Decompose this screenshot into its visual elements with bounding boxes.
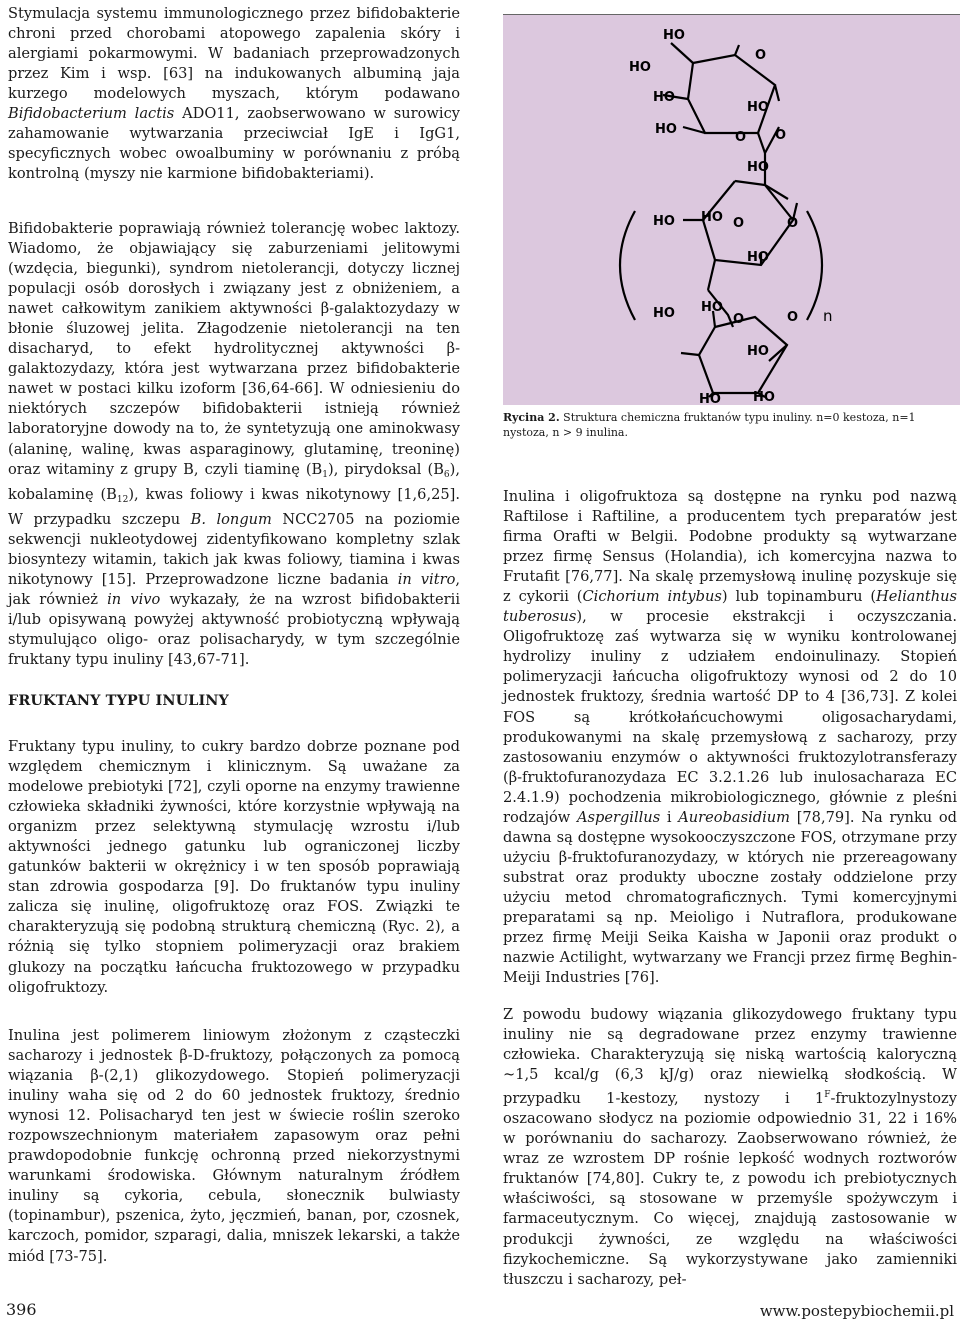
- atom-oxygen: O: [733, 312, 745, 327]
- text-run: NCC2705 na poziomie sekwencji nukleotydowej zidentyfikowano kompletny szlak biosyntezy witamin, takich jak kwas foliowy, tiamina i kwas nikotynowy [15]. Przeprowadzone liczne badania: [8, 510, 461, 588]
- atom-hydroxyl: HO: [747, 100, 769, 115]
- atom-hydroxyl: HO: [663, 28, 685, 43]
- atom-hydroxyl: HO: [699, 392, 721, 405]
- atom-oxygen: O: [787, 216, 799, 231]
- atom-hydroxyl: HO: [747, 344, 769, 359]
- atom-hydroxyl: HO: [701, 210, 723, 225]
- text-run: ), pirydoksal (B: [328, 460, 444, 478]
- figure-caption: [503, 410, 957, 440]
- text-run: Inulina i oligofruktoza są dostępne na rynku pod nazwą Raftilose i Raftiline, a producentem tych preparatów jest firma Orafti w Belgii. Podobne produkty są wytwarzane przez firmę Sensus (Holandia), ich komercyjna nazwa to Frutafit [76,77]. Na skalę przemysłową inulinę pozyskuje się z cykorii (: [503, 488, 957, 606]
- atom-hydroxyl: HO: [747, 160, 769, 175]
- caption-label: Rycina 2.: [503, 411, 560, 424]
- text-run: Stymulacja systemu immunologicznego przez bifidobakterie chroni przed chorobami atopowego zapalenia skóry i alergiami pokarmowymi. W badaniach przeprowadzonych przez Kim i wsp. [63] na indukowanych albuminą jaja kurzego modelowych myszach, którym podawano: [8, 5, 460, 103]
- genus-name: Aureobasidium: [678, 808, 791, 826]
- atom-labels: [629, 28, 833, 405]
- text-run: ), kobalaminę (B: [8, 460, 460, 503]
- atom-oxygen: O: [787, 310, 799, 325]
- superscript: F: [824, 1090, 831, 1101]
- text-run: -fruktozylnystozy oszacowano słodycz na poziomie odpowiednio 31, 22 i 16% w porównaniu do sacharozy. Zaobserwowano również, że wraz ze wzrostem DP rośnie lepkość wodnych roztworów fruktanów [74,80]. Cukry te, z powodu ich prebiotycznych właściwości, są stosowane w przemyśle spożywczym i farmaceutycznym. Co więcej, znajdują zastosowanie w produkcji żywności, ze względu na właściwości fizykochemiczne. Są wykorzystywane jako zamienniki tłuszczu i sacharozy, peł-: [503, 1090, 957, 1288]
- text-run: Bifidobakterie poprawiają również tolerancję wobec laktozy. Wiadomo, że objawiający się zaburzeniami jelitowymi (wzdęcia, biegunki), syndrom nietolerancji, dotyczy licznej populacji osób dorosłych i związany jest z obniżeniem, a nawet całkowitym zanikiem aktywności β-galaktozydazy w błonie śluzowej jelita. Złagodzenie nietolerancji na ten disacharyd, to efekt hydrolitycznej aktywności β-galaktozydazy, która jest wytwarzana przez bifidobakterie nawet w postaci kilku izoform [36,64-66]. W odniesieniu do niektórych szczepów bifidobakterii istnieją również laboratoryjne dowody na to, że syntetyzują one aminokwasy (alaninę, walinę, kwas asparaginowy, glutaminę, treoninę) oraz witaminy z grupy B, czyli tiaminę (B: [8, 220, 460, 478]
- paragraph-commercial-products: [503, 487, 957, 988]
- atom-hydroxyl: HO: [747, 250, 769, 265]
- atom-oxygen: O: [775, 128, 787, 143]
- page-number: 396: [6, 1300, 37, 1319]
- journal-url[interactable]: www.postepybiochemii.pl: [759, 1302, 954, 1320]
- subscript: 12: [116, 494, 129, 505]
- repeat-index: n: [823, 307, 833, 325]
- text-run: , jak również: [8, 570, 460, 608]
- atom-oxygen: O: [733, 216, 745, 231]
- atom-hydroxyl: HO: [629, 60, 651, 75]
- latin-term: in vivo: [107, 590, 161, 608]
- text-run: ), kwas foliowy i kwas nikotynowy [1,6,25]. W przypadku szczepu: [8, 485, 460, 528]
- text-run: ) lub topinamburu (: [721, 588, 877, 606]
- atom-hydroxyl: HO: [753, 390, 775, 405]
- paragraph-immunology: [8, 4, 460, 184]
- caption-text: Struktura chemiczna fruktanów typu inuliny. n=0 kestoza, n=1 nystoza, n > 9 inulina.: [503, 411, 916, 439]
- species-name: Helianthus tuberosus: [503, 588, 957, 626]
- atom-hydroxyl: HO: [653, 214, 675, 229]
- text-run: ADO11, zaobserwowano w surowicy zahamowanie wytwarzania przeciwciał IgE i IgG1, specyficznych wobec owoalbuminy w porównaniu z próbą kontrolną (myszy nie karmione bifidobakteriami).: [8, 105, 460, 183]
- atom-oxygen: O: [735, 130, 747, 145]
- chemical-structure-diagram: [503, 15, 960, 405]
- species-name: Bifidobacterium lactis: [8, 105, 175, 123]
- atom-hydroxyl: HO: [653, 90, 675, 105]
- paragraph-fructans-intro: Fruktany typu inuliny, to cukry bardzo dobrze poznane pod względem chemicznym i klinicznym. Są uważane za modelowe prebiotyki [72], czyli oporne na enzymy trawienne człowieka składniki żywności, które korzystnie wpływają na organizm przez selektywną stymulację wzrostu i/lub aktywności jednego gatunku lub ograniczonej liczby gatunków bakterii w okrężnicy i w ten sposób poprawiają stan zdrowia gospodarza [9]. Do fruktanów typu inuliny zalicza się inulinę, oligofruktozę oraz FOS. Związki te charakteryzują się podobną strukturą chemiczną (Ryc. 2), a różnią się tylko stopniem polimeryzacji oraz brakiem glukozy na początku łańcucha fruktozowego w przypadku oligofruktozy.: [8, 738, 460, 996]
- atom-hydroxyl: HO: [653, 306, 675, 321]
- paragraph-inulin-polymer: Inulina jest polimerem liniowym złożonym z cząsteczki sacharozy i jednostek β-D-fruktozy, połączonych za pomocą wiązania β-(2,1) glikozydowego. Stopień polimeryzacji inuliny waha się od 2 do 60 jednostek fruktozy, średnio wynosi 12. Polisacharyd ten jest w świecie roślin szeroko rozpowszechnionym materiałem zapasowym oraz pełni prawdopodobnie funkcję ochronną przed niekorzystnymi warunkami środowiska. Głównym naturalnym źródłem inuliny są cykoria, cebula, słonecznik bulwiasty (topinambur), pszenica, żyto, jęczmień, banan, por, czosnek, karczoch, pomidor, szparagi, dalia, mniszek lekarski, a także miód [73-75].: [8, 1027, 460, 1265]
- subscript: 1: [322, 469, 329, 480]
- paragraph-properties: [503, 1005, 957, 1290]
- text-run: ), w procesie ekstrakcji i oczyszczania. Oligofruktozę zaś wytwarza się w wyniku kontrolowanej hydrolizy inuliny z udziałem endoinulinazy. Stopień polimeryzacji łańcucha oligofruktozy wynosi od 2 do 10 jednostek fruktozy, średnia wartość DP to 4 [36,73]. Z kolei FOS są krótkołańcuchowymi oligosacharydami, produkowanymi na skalę przemysłową z sacharozy, przy zastosowaniu enzymów o aktywności fruktozylotransferazy (β-fruktofuranozydaza EC 3.2.1.26 lub inulosacharaza EC 2.4.1.9) pochodzenia mikrobiologicznego, głównie z pleśni rodzajów: [503, 608, 957, 826]
- section-heading: FRUKTANY TYPU INULINY: [8, 692, 229, 709]
- latin-term: in vitro: [397, 570, 456, 588]
- atom-hydroxyl: HO: [655, 122, 677, 137]
- subscript: 6: [443, 469, 450, 480]
- atom-oxygen: O: [755, 48, 767, 63]
- text-run: Z powodu budowy wiązania glikozydowego fruktany typu inuliny nie są degradowane przez enzymy trawienne człowieka. Charakteryzują się niską wartością kaloryczną ~1,5 kcal/g (6,3 kJ/g) oraz niewielką słodkością. W przypadku 1-kestozy, nystozy i 1: [503, 1006, 957, 1108]
- text-run: i: [660, 808, 679, 826]
- species-name: Cichorium intybus: [582, 588, 722, 606]
- paragraph-lactose-tolerance: [8, 219, 460, 670]
- text-run: wykazały, że na wzrost bifidobakterii i/lub opisywaną powyżej aktywność probiotyczną wpływają stymulująco oligo- oraz polisacharydy, w tym szczególnie fruktany typu inuliny [43,67-71].: [8, 590, 460, 668]
- figure-inulin-structure: [503, 14, 960, 405]
- genus-name: Aspergillus: [576, 808, 661, 826]
- text-run: [78,79]. Na rynku od dawna są dostępne wysokooczyszczone FOS, otrzymane przy użyciu β-fruktofuranozydazy, w których nie przereagowany substrat oraz produkty uboczne zostały oddzielone przy użyciu metod chromatograficznych. Tymi komercyjnymi preparatami są np. Meioligo i Nutraflora, produkowane przez firmę Meiji Seika Kaisha w Japonii oraz produkt o nazwie Actilight, wytwarzany we Francji przez firmę Beghin-Meiji Industries [76].: [503, 808, 958, 987]
- atom-hydroxyl: HO: [701, 300, 723, 315]
- species-name: B. longum: [190, 510, 272, 528]
